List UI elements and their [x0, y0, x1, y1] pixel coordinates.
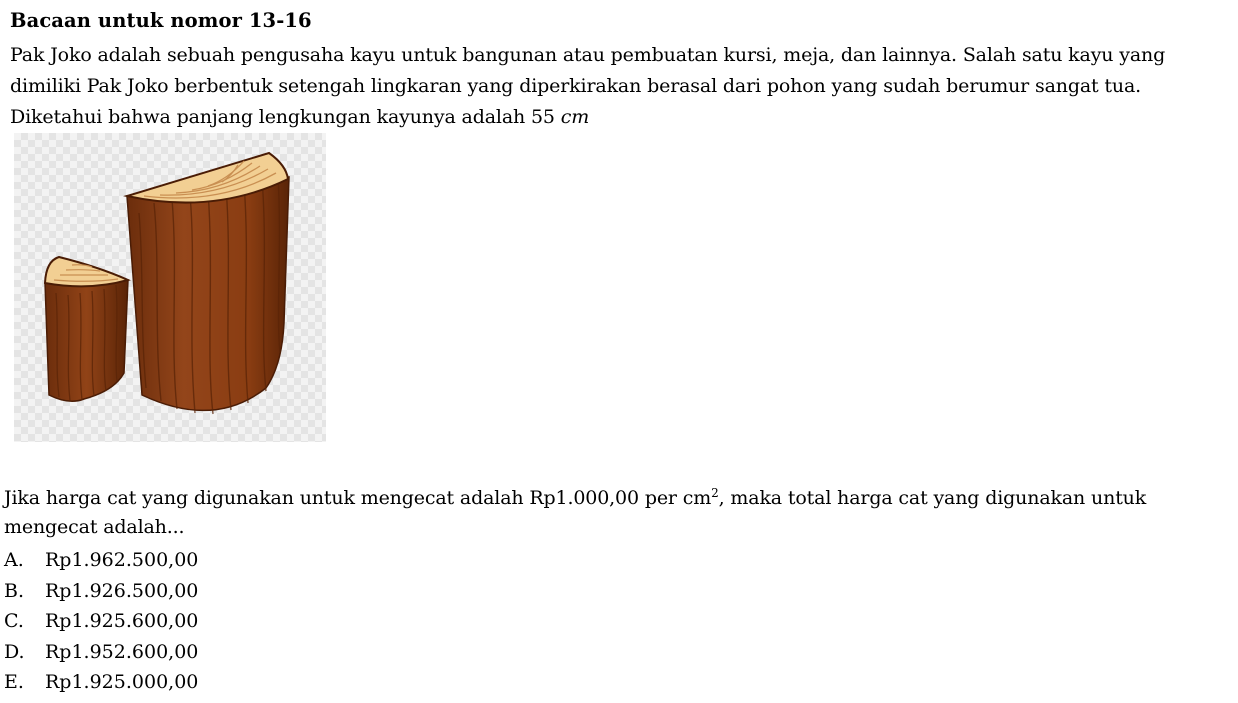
option-c[interactable]	[4, 606, 198, 637]
option-a[interactable]	[4, 545, 198, 576]
option-text: Rp1.962.500,00	[45, 549, 199, 571]
option-text: Rp1.952.600,00	[45, 640, 199, 663]
question-line-1-suffix: , maka total harga cat yang digunakan untuk	[718, 487, 1147, 509]
wood-logs-illustration	[14, 133, 326, 442]
small-log	[45, 257, 128, 401]
option-text: Rp1.926.500,00	[45, 579, 199, 602]
reading-passage	[10, 40, 1235, 133]
passage-line-2: dimiliki Pak Joko berbentuk setengah lingkaran yang diperkirakan berasal dari pohon yang sudah berumur sangat tua.	[10, 75, 1142, 97]
question-text	[4, 484, 1234, 542]
option-letter: E.	[4, 671, 24, 693]
option-letter: A.	[4, 549, 24, 571]
wood-logs-drawing	[14, 133, 326, 442]
option-b[interactable]	[4, 576, 198, 607]
option-e[interactable]	[4, 667, 198, 698]
superscript-2: 2	[711, 486, 719, 500]
answer-options	[4, 545, 198, 698]
option-text: Rp1.925.000,00	[45, 671, 199, 693]
passage-line-1: Pak Joko adalah sebuah pengusaha kayu untuk bangunan atau pembuatan kursi, meja, dan lainnya. Salah satu kayu yang	[10, 44, 1166, 66]
option-d[interactable]	[4, 637, 198, 668]
option-letter: B.	[4, 579, 25, 602]
passage-line-3-text: Diketahui bahwa panjang lengkungan kayunya adalah 55	[10, 106, 561, 128]
question-line-1-text: Jika harga cat yang digunakan untuk mengecat adalah Rp1.000,00 per cm	[4, 487, 712, 509]
option-text: Rp1.925.600,00	[45, 610, 199, 632]
question-line-1	[4, 484, 1234, 513]
option-letter: C.	[4, 610, 24, 632]
option-letter: D.	[4, 640, 25, 663]
passage-line-3	[10, 102, 1235, 133]
section-heading: Bacaan untuk nomor 13-16	[10, 9, 312, 32]
length-unit: cm	[560, 106, 590, 128]
question-line-2: mengecat adalah...	[4, 516, 185, 538]
large-log	[127, 153, 289, 414]
